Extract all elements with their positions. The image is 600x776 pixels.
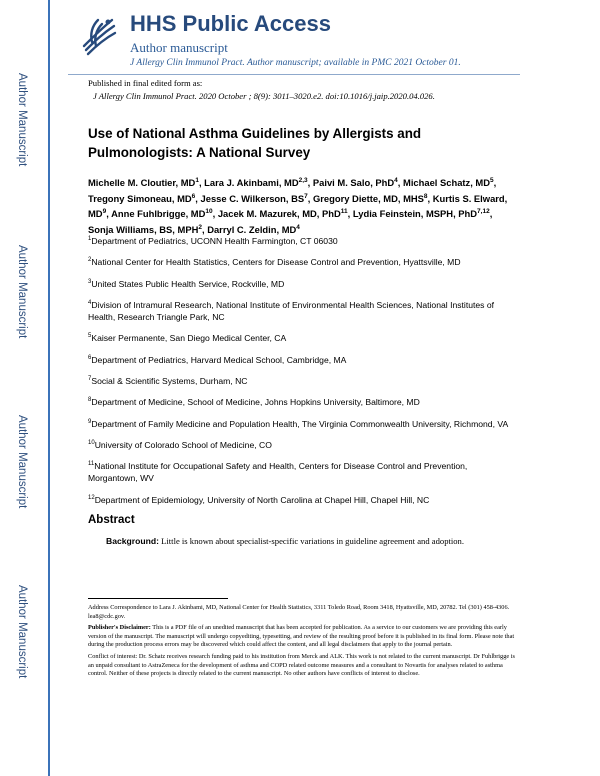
affiliation-text: Department of Pediatrics, Harvard Medical School, Cambridge, MA [91,354,347,365]
affiliation-text: University of Colorado School of Medicine, CO [94,439,272,450]
author-name: Michelle M. Cloutier, MD [88,177,196,189]
author-affiliation-marker: 4 [296,223,300,231]
journal-line: J Allergy Clin Immunol Pract. Author manuscript; available in PMC 2021 October 01. [130,58,461,68]
author-affiliation-marker: 1 [195,177,199,184]
author-affiliation-marker: 2 [198,223,202,231]
author-affiliation-marker: 6 [191,192,196,200]
affiliation-number: 9 [88,418,92,425]
author-list: Michelle M. Cloutier, $MD^1$, Lara J. Akinbami, MD$^{2,3}$, Paivi M. Salo, PhD$^4$, Michael Schatz, $MD^5$, Tregony Simoneau, $MD^6$, Jesse C. Wilkerson, $BS^7$, Gregory Diette, MD, MHS$^8$, Kurtis S. Elward, $MD^9$, Anne Fuhlbrigge, MD$^{10}$, Jacek M. Mazurek, MD, PhD$^{11}$, Lydia Feinstein, MSPH, PhD$^{7,12}$, Sonja Williams, BS, MPH$^2$, Darryl C. Zeldin, $MD^4$ [88,177,508,235]
author-affiliation-marker: 7 [304,192,308,200]
affiliation-list [88,233,518,513]
affiliation-number: 10 [88,439,95,446]
affiliation-text: Kaiser Permanente, San Diego Medical Center, CA [91,333,287,344]
background-label: Background: [106,536,159,546]
affiliation-item [88,373,518,387]
affiliation-item [88,492,518,506]
correspondence-note: Address Correspondence to Lara J. Akinbami, MD, National Center for Health Statistics, 3311 Toledo Road, Room 3418, Hyattsville, MD, 20782. Tel (301) 458-4306. lea8@cdc.gov. [88,604,510,620]
author-affiliation-marker: 10 [205,208,213,216]
author [111,208,213,219]
affiliation-number: 2 [88,257,92,264]
affiliation-item [88,330,518,344]
affiliation-number: 8 [88,397,92,404]
author-name: Sonja Williams, BS, MPH [88,223,199,235]
author-affiliation-marker: 7,12 [477,208,490,216]
author [88,177,199,188]
author-affiliation-marker: 2,3 [298,177,308,184]
disclaimer-note [88,624,522,650]
disclaimer-text: This is a PDF file of an unedited manuscript that has been accepted for publication. As a service to our customers we are providing this early version of the manuscript. The manuscript will undergo copyediting, typesetting, and review of the resulting proof before it is published in its final form. Please note that during the production process errors may be discovered which could affect the content, and all legal disclaimers that apply to the journal pertain. [88,624,515,649]
sidebar-label: Author Manuscript [16,415,28,509]
affiliation-item [88,352,518,366]
affiliation-number: 11 [88,461,95,468]
affiliation-text: Department of Epidemiology, University of North Carolina at Chapel Hill, Chapel Hill, NC [94,494,430,505]
affiliation-item [88,276,518,290]
affiliation-number: 1 [88,236,92,242]
conflict-note: Conflict of interest: Dr. Schatz receives research funding paid to his institution from Merck and ALK. This work is not related to the current manuscript. Dr Fuhlbrigge is an unpaid consultant to AstraZeneca for the development of asthma and COPD related outcome measures and a consultant to Novartis for analyses related to asthma control. Neither of these projects is directly related to the current manuscript. No other authors have conflicts of interest to disclose. [88,652,515,678]
affiliation-number: 6 [88,354,92,361]
affiliation-text: Department of Pediatrics, UCONN Health Farmington, CT 06030 [91,235,338,246]
author-name: Paivi M. Salo, PhD [312,177,395,189]
affiliation-text: National Institute for Occupational Safety and Health, Centers for Disease Control and Prevention, Morgantown, WV [88,460,468,484]
affiliation-number: 7 [88,376,92,382]
author-affiliation-marker: 11 [340,208,348,216]
header-title: HHS Public Access [130,11,331,36]
author-affiliation-marker: 8 [423,192,428,200]
author [204,177,308,188]
author-name: Jesse C. Wilkerson, BS [200,192,305,204]
affiliation-item [88,254,518,268]
author-affiliation-marker: 5 [490,177,494,184]
affiliation-item [88,416,518,430]
abstract-heading: Abstract [88,514,135,526]
author-name: Tregony Simoneau, MD [88,192,192,204]
sidebar-label: Author Manuscript [16,73,28,167]
author [88,193,195,204]
article-title: Use of National Asthma Guidelines by Allergists and Pulmonologists: A National Survey [88,126,422,160]
author-name: Gregory Diette, MD, MHS [312,192,424,204]
author-affiliation-marker: 4 [394,177,398,184]
author-affiliation-marker: 9 [102,208,107,216]
author-name: Anne Fuhlbrigge, MD [111,208,206,220]
author-name: Kurtis S. Elward, MD [88,192,508,220]
affiliation-number: 4 [88,299,92,306]
citation: J Allergy Clin Immunol Pract. 2020 October ; 8(9): 3011–3020.e2. doi:10.1016/j.jaip.2020.04.026. [93,91,435,101]
affiliation-item [88,437,518,451]
author [313,193,428,204]
author-name: Michael Schatz, MD [403,177,491,189]
footnote-divider [88,598,228,599]
affiliation-text: National Center for Health Statistics, Centers for Disease Control and Prevention, Hyattsville, MD [91,257,461,268]
abstract-background [106,535,516,548]
author [403,177,494,188]
affiliation-text: Division of Intramural Research, National Institute of Environmental Health Sciences, National Institutes of Health, Research Triangle Park, NC [88,299,495,323]
author [353,208,490,219]
sidebar-label: Author Manuscript [16,585,28,679]
sidebar-divider [48,0,50,776]
affiliation-text: Department of Family Medicine and Population Health, The Virginia Commonwealth University, Richmond, VA [91,418,509,429]
author-name: Lara J. Akinbami, MD [204,177,299,189]
header-divider [68,74,520,75]
sidebar-label: Author Manuscript [16,245,28,339]
affiliation-text: Social & Scientific Systems, Durham, NC [91,375,248,386]
author-name: Jacek M. Mazurek, MD, PhD [217,208,341,220]
affiliation-item [88,394,518,408]
background-text: Little is known about specialist-specific variations in guideline agreement and adoption. [161,536,465,546]
footnotes [88,604,522,682]
disclaimer-label: Publisher's Disclaimer: [88,624,151,632]
affiliation-item [88,233,518,247]
affiliation-text: Department of Medicine, School of Medicine, Johns Hopkins University, Baltimore, MD [91,397,420,408]
affiliation-number: 12 [88,494,95,501]
header-subtitle: Author manuscript [130,40,228,55]
affiliation-number: 3 [88,278,92,285]
author-name: Darryl C. Zeldin, MD [207,223,297,235]
affiliation-item [88,458,518,485]
author-name: Lydia Feinstein, MSPH, PhD [352,208,478,220]
affiliation-item [88,297,518,324]
author [201,193,308,204]
author [313,177,398,188]
affiliation-text: United States Public Health Service, Rockville, MD [91,278,285,289]
author [218,208,348,219]
affiliation-number: 5 [88,333,92,340]
hhs-eagle-logo-icon [78,12,118,56]
published-label: Published in final edited form as: [88,78,203,88]
